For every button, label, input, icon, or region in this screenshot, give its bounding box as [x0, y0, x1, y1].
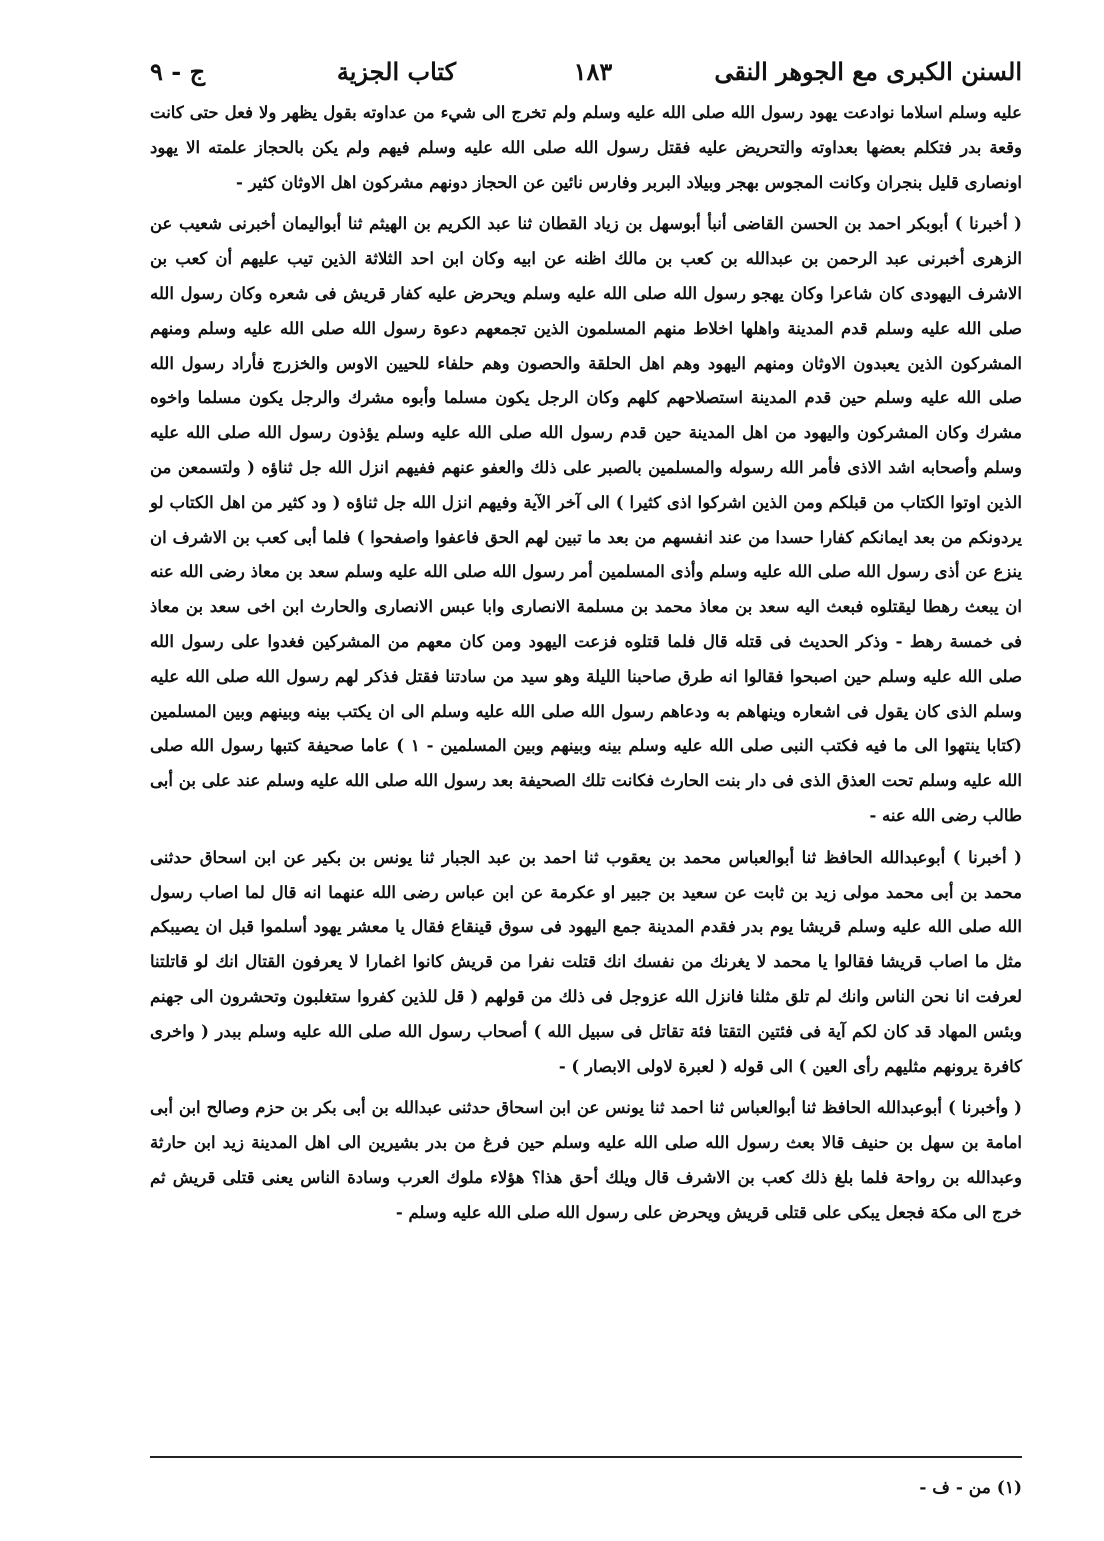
book-title: السنن الكبرى مع الجوهر النقى — [714, 57, 1022, 86]
footnote-divider — [150, 1456, 1022, 1458]
paragraph-continuation: عليه وسلم اسلاما نوادعت يهود رسول الله صلى الله عليه وسلم ولم تخرج الى شيء من عداوته بقول يظهر ولا فعل حتى كانت وقعة بدر فتكلم بعضها بعداوته والتحريض عليه فقتل رسول الله صلى الله عليه وسلم فيهم ولم يكن بالحجاز علمته الا يهود اونصارى قليل بنجران وكانت المجوس بهجر وبيلاد البربر وفارس نائين عن الحجاز دونهم مشركون اهل الاوثان كثير - — [150, 103, 1022, 192]
volume-number: ج - ٩ — [150, 57, 206, 86]
page-body — [150, 52, 1022, 1238]
footnote: (١) من - ف - — [919, 1478, 1022, 1498]
paragraph-badr-news: ( وأخبرنا ) أبوعبدالله الحافظ ثنا أبوالعباس ثنا احمد ثنا يونس عن ابن اسحاق حدثنى عبدالله بن أبى بكر بن حزم وصالح ابن أبى امامة بن سهل بن حنيف قالا بعث رسول الله صلى الله عليه وسلم حين فرغ من بدر بشيرين الى اهل المدينة زيد ابن حارثة وعبدالله بن رواحة فلما بلغ ذلك كعب بن الاشرف قال ويلك أحق هذا؟ هؤلاء ملوك العرب وسادة الناس يعنى قتلى قريش ثم خرج الى مكة فجعل يبكى على قتلى قريش ويحرض على رسول الله صلى الله عليه وسلم - — [150, 1098, 1022, 1222]
page-number: ١٨٣ — [573, 57, 613, 86]
paragraph-qaynuqa: ( أخبرنا ) أبوعبدالله الحافظ ثنا أبوالعباس محمد بن يعقوب ثنا احمد بن عبد الجبار ثنا يونس بن بكير عن ابن اسحاق حدثنى محمد بن أبى محمد مولى زيد بن ثابت عن سعيد بن جبير او عكرمة عن ابن عباس رضى الله عنهما انه قال لما اصاب رسول الله صلى الله عليه وسلم قريشا يوم بدر فقدم المدينة جمع اليهود فى سوق قينقاع فقال يا معشر يهود أسلموا قبل ان يصيبكم مثل ما اصاب قريشا فقالوا يا محمد لا يغرنك من نفسك انك قتلت نفرا من قريش كانوا اغمارا لا يعرفون القتال انك لو قاتلتنا لعرفت انا نحن الناس وانك لم تلق مثلنا فانزل الله عزوجل فى ذلك من قولهم ( قل للذين كفروا ستغلبون وتحشرون الى جهنم وبئس المهاد قد كان لكم آية فى فئتين التقتا فئة تقاتل فى سبيل الله ) أصحاب رسول الله صلى الله عليه وسلم ببدر ( واخرى كافرة يرونهم مثليهم رأى العين ) الى قوله ( لعبرة لاولى الابصار ) - — [150, 847, 1022, 1076]
paragraph-kab-ibn-ashraf: ( أخبرنا ) أبوبكر احمد بن الحسن القاضى أنبأ أبوسهل بن زياد القطان ثنا عبد الكريم بن الهيثم ثنا أبواليمان أخبرنى شعيب عن الزهرى أخبرنى عبد الرحمن بن عبدالله بن كعب بن مالك اظنه عن ابيه وكان ابن احد الثلاثة الذين تيب عليهم أن كعب بن الاشرف اليهودى كان شاعرا وكان يهجو رسول الله صلى الله عليه وسلم ويحرض عليه كفار قريش فى شعره وكان رسول الله صلى الله عليه وسلم قدم المدينة واهلها اخلاط منهم المسلمون الذين تجمعهم دعوة رسول الله صلى الله عليه وسلم ومنهم المشركون الذين يعبدون الاوثان ومنهم اليهود وهم اهل الحلقة والحصون وهم حلفاء للحيين الاوس والخزرج فأراد رسول الله صلى الله عليه وسلم حين قدم المدينة استصلاحهم كلهم وكان الرجل يكون مسلما وأبوه مشرك والرجل يكون مسلما واخوه مشرك وكان المشركون واليهود من اهل المدينة حين قدم رسول الله صلى الله عليه وسلم يؤذون رسول الله صلى الله عليه وسلم وأصحابه اشد الاذى فأمر الله رسوله والمسلمين بالصبر على ذلك والعفو عنهم ففيهم انزل الله جل ثناؤه ( ولتسمعن من الذين اوتوا الكتاب من قبلكم ومن الذين اشركوا اذى كثيرا ) الى آخر الآية وفيهم انزل الله جل ثناؤه ( ود كثير من اهل الكتاب لو يردونكم من بعد ايمانكم كفارا حسدا من عند انفسهم من بعد ما تبين لهم الحق فاعفوا واصفحوا ) فلما أبى كعب بن الاشرف ان ينزع عن أذى رسول الله صلى الله عليه وسلم وأذى المسلمين أمر رسول الله صلى الله عليه وسلم سعد بن معاذ رضى الله عنه ان يبعث رهطا ليقتلوه فبعث اليه سعد بن معاذ محمد بن مسلمة الانصارى وابا عبس الانصارى والحارث ابن اخى سعد بن معاذ فى خمسة رهط - وذكر الحديث فى قتله قال فلما قتلوه فزعت اليهود ومن كان معهم من المشركين فغدوا على رسول الله صلى الله عليه وسلم حين اصبحوا فقالوا انه طرق صاحبنا الليلة وهو سيد من سادتنا فقتل فذكر لهم رسول الله صلى الله عليه وسلم الذى كان يقول فى اشعاره وينهاهم به ودعاهم رسول الله صلى الله عليه وسلم الى ان يكتب بينه وبينهم وبين المسلمين (كتابا ينتهوا الى ما فيه فكتب النبى صلى الله عليه وسلم بينه وبينهم وبين المسلمين - ١ ) عاما صحيفة كتبها رسول الله صلى الله عليه وسلم تحت العذق الذى فى دار بنت الحارث فكانت تلك الصحيفة بعد رسول الله صلى الله عليه وسلم عند على بن أبى طالب رضى الله عنه - — [150, 214, 1022, 825]
chapter-title: كتاب الجزية — [336, 57, 457, 86]
running-header — [150, 52, 1022, 92]
